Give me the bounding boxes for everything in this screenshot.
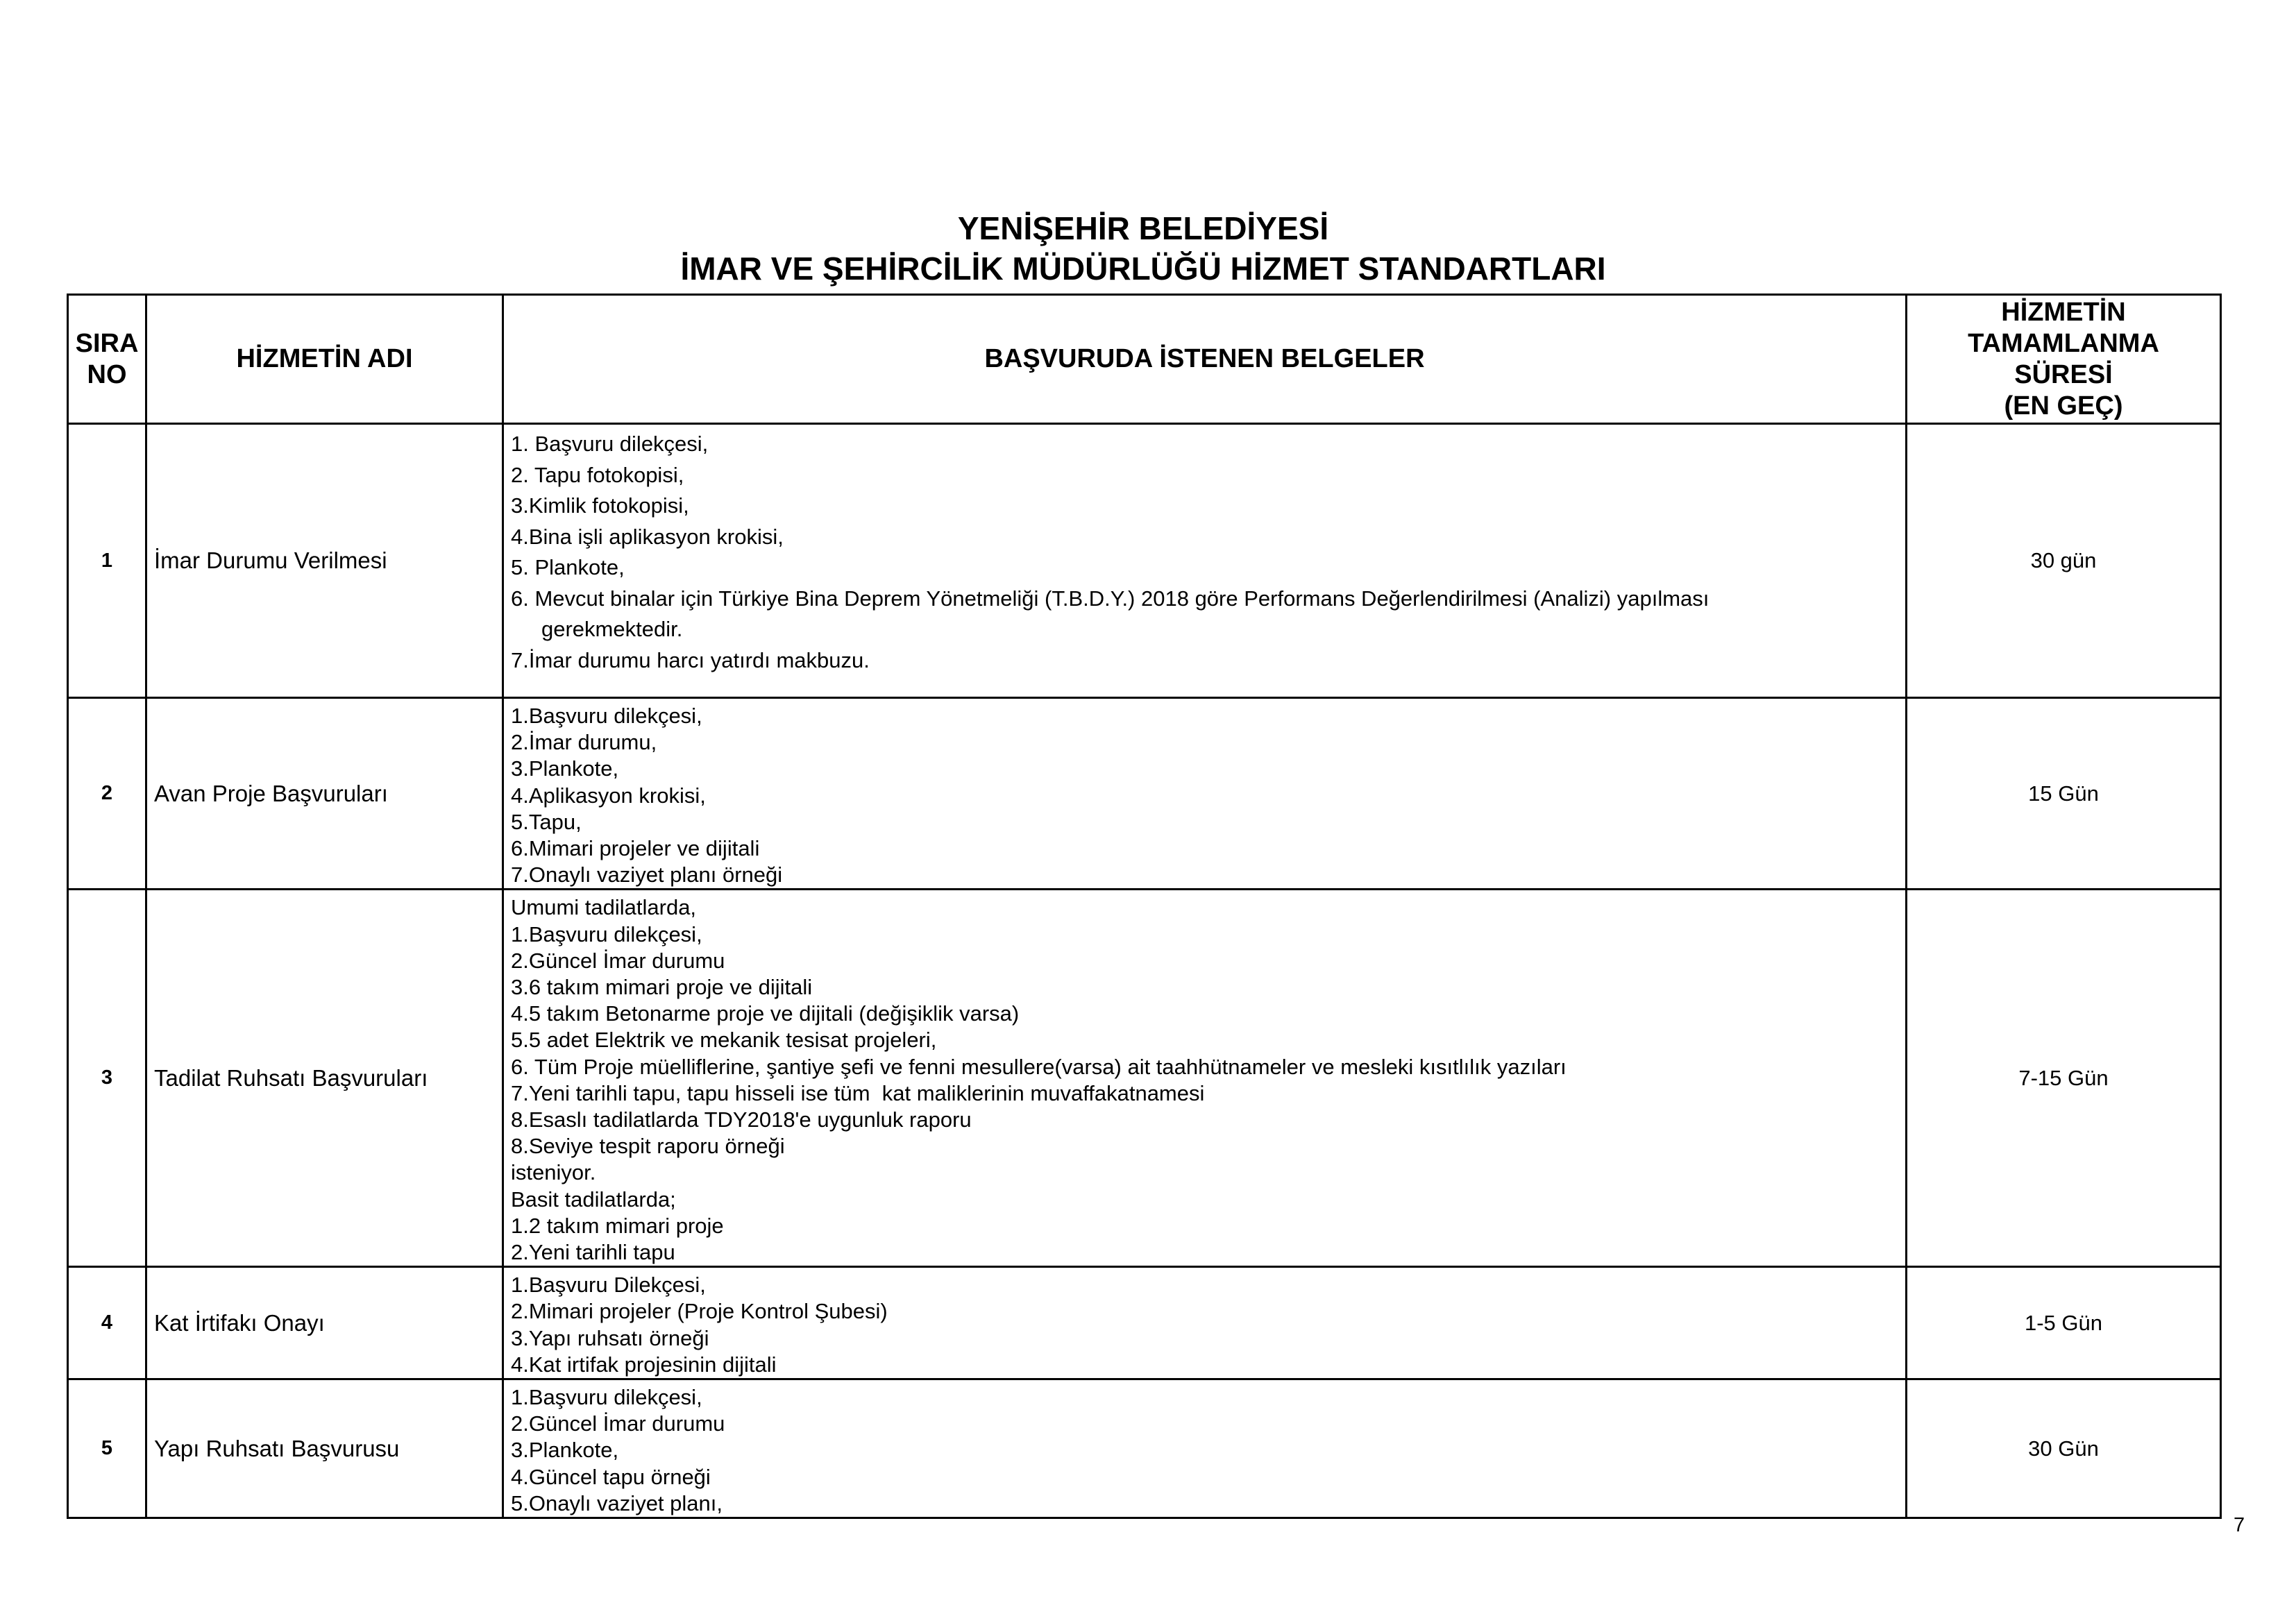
- document-header: [67, 208, 2220, 289]
- document-item: isteniyor.: [511, 1160, 596, 1185]
- document-item: 5.5 adet Elektrik ve mekanik tesisat projeleri,: [511, 1028, 937, 1053]
- document-item: 1.Başvuru dilekçesi,: [511, 921, 702, 946]
- document-item: 1.Başvuru dilekçesi,: [511, 704, 702, 728]
- document-item: 7.İmar durumu harcı yatırdı makbuzu.: [511, 647, 870, 672]
- document-item: 4.Aplikasyon krokisi,: [511, 783, 706, 808]
- required-documents: [503, 698, 1907, 890]
- document-item: 6. Tüm Proje müelliflerine, şantiye şefi ve fenni mesullere(varsa) ait taahhütnameler ve mesleki kısıtlılık yazıları: [511, 1054, 1567, 1079]
- document-item: 6.Mimari projeler ve dijitali: [511, 836, 760, 861]
- document-item: 5.Onaylı vaziyet planı,: [511, 1490, 723, 1515]
- document-item: 3.6 takım mimari proje ve dijitali: [511, 975, 813, 1000]
- document-item: gerekmektedir.: [541, 617, 683, 641]
- required-documents: [503, 424, 1907, 698]
- document-item: 8.Seviye tespit raporu örneği: [511, 1134, 785, 1159]
- service-name: Kat İrtifakı Onayı: [146, 1267, 503, 1379]
- table-header-row: [68, 295, 2221, 424]
- table-row: [68, 424, 2221, 698]
- document-item: 2.Güncel İmar durumu: [511, 948, 725, 973]
- completion-time: 7-15 Gün: [1907, 890, 2221, 1267]
- document-item: 5.Tapu,: [511, 809, 582, 834]
- page-number: 7: [2234, 1514, 2245, 1536]
- document-item: 8.Esaslı tadilatlarda TDY2018'e uygunluk raporu: [511, 1107, 972, 1132]
- table-row: [68, 1267, 2221, 1379]
- completion-time: 1-5 Gün: [1907, 1267, 2221, 1379]
- document-item: Umumi tadilatlarda,: [511, 895, 697, 920]
- department-standards-title: İMAR VE ŞEHİRCİLİK MÜDÜRLÜĞÜ HİZMET STANDARTLARI: [680, 250, 1606, 287]
- document-item: 3.Plankote,: [511, 1438, 619, 1463]
- document-item: 7.Onaylı vaziyet planı örneği: [511, 863, 783, 887]
- document-item: 6. Mevcut binalar için Türkiye Bina Deprem Yönetmeliği (T.B.D.Y.) 2018 göre Performans Değerlendirilmesi (Analizi) yapılması: [511, 586, 1710, 611]
- table-row: [68, 698, 2221, 890]
- column-header-sira-no: [68, 295, 146, 424]
- completion-time: 30 gün: [1907, 424, 2221, 698]
- column-header-line: (EN GEÇ): [2004, 391, 2123, 420]
- document-item: 2.İmar durumu,: [511, 730, 657, 755]
- column-header-required-documents: BAŞVURUDA İSTENEN BELGELER: [503, 295, 1907, 424]
- document-item: 1.2 takım mimari proje: [511, 1213, 724, 1238]
- column-header-service-name: HİZMETİN ADI: [146, 295, 503, 424]
- required-documents: [503, 890, 1907, 1267]
- document-item: 2.Mimari projeler (Proje Kontrol Şubesi): [511, 1299, 888, 1324]
- completion-time: 30 Gün: [1907, 1379, 2221, 1518]
- document-item: 1.Başvuru dilekçesi,: [511, 1385, 702, 1410]
- required-documents: [503, 1267, 1907, 1379]
- completion-time: 15 Gün: [1907, 698, 2221, 890]
- column-header-line: TAMAMLANMA: [1968, 328, 2159, 358]
- row-number: 1: [68, 424, 146, 698]
- column-header-line: NO: [87, 359, 127, 389]
- column-header-line: SIRA: [75, 328, 139, 358]
- column-header-line: HİZMETİN: [2001, 297, 2126, 327]
- document-item: 3.Kimlik fotokopisi,: [511, 493, 689, 518]
- document-item: 4.Güncel tapu örneği: [511, 1464, 711, 1489]
- service-name: Avan Proje Başvuruları: [146, 698, 503, 890]
- document-item: 4.5 takım Betonarme proje ve dijitali (değişiklik varsa): [511, 1001, 1020, 1026]
- column-header-completion-time: [1907, 295, 2221, 424]
- column-header-line: SÜRESİ: [2014, 359, 2113, 389]
- document-item: 2.Güncel İmar durumu: [511, 1411, 725, 1436]
- service-name: Tadilat Ruhsatı Başvuruları: [146, 890, 503, 1267]
- municipality-title: YENİŞEHİR BELEDİYESİ: [957, 210, 1329, 246]
- document-item: 2. Tapu fotokopisi,: [511, 462, 684, 487]
- service-standards-table: [67, 294, 2222, 1519]
- document-item: 1. Başvuru dilekçesi,: [511, 432, 709, 456]
- document-item: 1.Başvuru Dilekçesi,: [511, 1273, 706, 1298]
- row-number: 4: [68, 1267, 146, 1379]
- required-documents: [503, 1379, 1907, 1518]
- row-number: 2: [68, 698, 146, 890]
- document-item: 3.Plankote,: [511, 756, 619, 781]
- document-item: 4.Kat irtifak projesinin dijitali: [511, 1352, 777, 1377]
- service-name: Yapı Ruhsatı Başvurusu: [146, 1379, 503, 1518]
- service-name: İmar Durumu Verilmesi: [146, 424, 503, 698]
- document-item: 4.Bina işli aplikasyon krokisi,: [511, 524, 784, 549]
- table-row: [68, 890, 2221, 1267]
- document-item: Basit tadilatlarda;: [511, 1187, 676, 1212]
- row-number: 5: [68, 1379, 146, 1518]
- table-row: [68, 1379, 2221, 1518]
- document-item: 2.Yeni tarihli tapu: [511, 1240, 675, 1265]
- row-number: 3: [68, 890, 146, 1267]
- document-item: 7.Yeni tarihli tapu, tapu hisseli ise tüm kat maliklerinin muvaffakatnamesi: [511, 1080, 1205, 1105]
- document-item: 3.Yapı ruhsatı örneği: [511, 1325, 709, 1350]
- document-item: 5. Plankote,: [511, 555, 625, 579]
